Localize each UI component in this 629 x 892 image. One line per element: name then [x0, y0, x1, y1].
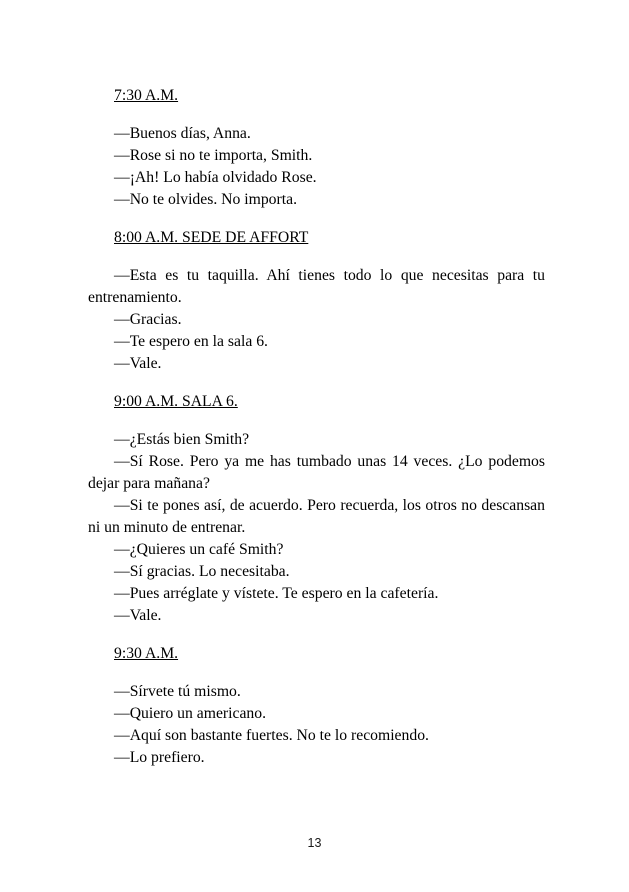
dialogue-line: —No te olvides. No importa. — [114, 191, 297, 208]
section-930am — [88, 643, 545, 769]
section-heading: 9:00 A.M. SALA 6. — [114, 393, 238, 410]
section-heading: 8:00 A.M. SEDE DE AFFORT — [114, 229, 309, 246]
section-730am — [88, 85, 545, 211]
dialogue-line: —Gracias. — [114, 311, 182, 328]
dialogue-line: —Sí Rose. Pero ya me has tumbado unas 14 veces. ¿Lo podemos dejar para mañana? — [88, 453, 545, 492]
dialogue-line: —Sí gracias. Lo necesitaba. — [114, 563, 290, 580]
dialogue-line: —¿Estás bien Smith? — [114, 431, 250, 448]
dialogue-line: —Te espero en la sala 6. — [114, 333, 268, 350]
dialogue-line: —¿Quieres un café Smith? — [114, 541, 284, 558]
dialogue-line: —Aquí son bastante fuertes. No te lo recomiendo. — [114, 727, 429, 744]
dialogue-line: —Lo prefiero. — [114, 749, 205, 766]
dialogue-line: —Sírvete tú mismo. — [114, 683, 241, 700]
section-heading: 9:30 A.M. — [114, 645, 179, 662]
dialogue-line: —Rose si no te importa, Smith. — [114, 147, 313, 164]
section-heading: 7:30 A.M. — [114, 87, 179, 104]
page-number: 13 — [307, 836, 322, 850]
dialogue-line: —Buenos días, Anna. — [114, 125, 251, 142]
dialogue-line: —Quiero un americano. — [114, 705, 267, 722]
page-content — [88, 0, 545, 769]
dialogue-line: —Esta es tu taquilla. Ahí tienes todo lo que necesitas para tu entrenamiento. — [88, 267, 545, 306]
dialogue-line: —¡Ah! Lo había olvidado Rose. — [114, 169, 317, 186]
section-900am — [88, 391, 545, 627]
dialogue-line: —Si te pones así, de acuerdo. Pero recuerda, los otros no descansan ni un minuto de entrenar. — [88, 497, 545, 536]
section-800am — [88, 227, 545, 375]
dialogue-line: —Vale. — [114, 355, 162, 372]
dialogue-line: —Vale. — [114, 607, 162, 624]
dialogue-line: —Pues arréglate y vístete. Te espero en la cafetería. — [114, 585, 439, 602]
